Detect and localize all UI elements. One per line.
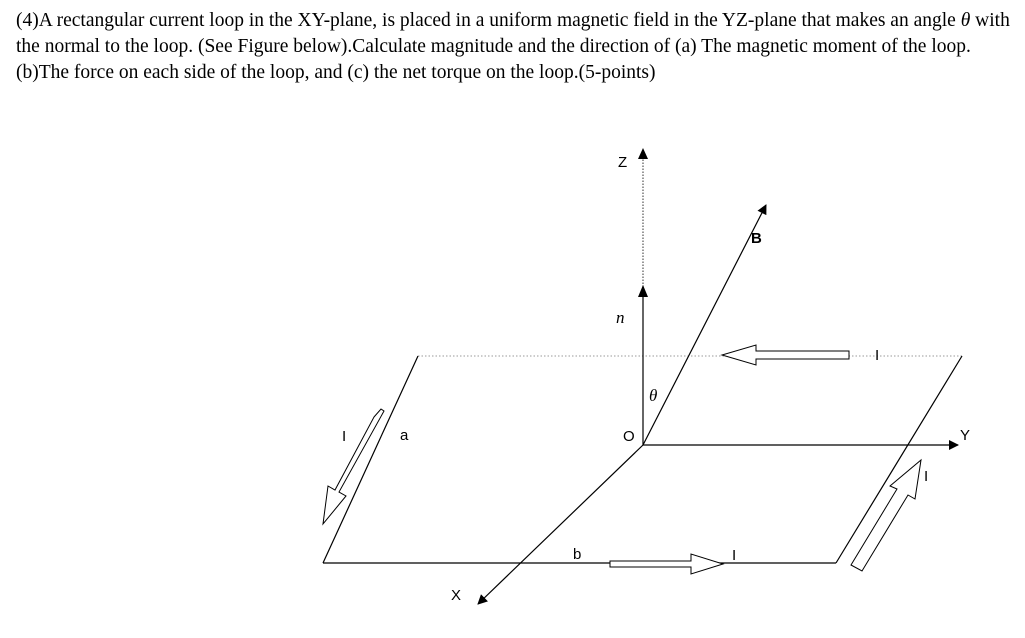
- y-axis-label: Y: [960, 427, 971, 444]
- side-b-label: b: [573, 546, 582, 563]
- x-axis-label: X: [451, 587, 462, 604]
- b-field-label: B: [751, 230, 762, 247]
- current-left-label: I: [342, 428, 347, 445]
- angle-label: θ: [649, 386, 658, 405]
- normal-label: n: [616, 308, 625, 327]
- current-arrow-bottom: [610, 554, 723, 574]
- loop-left-edge: [323, 356, 418, 563]
- question-part2: with the normal to the loop. (See Figure below).Calculate magnitude and the direction of (a) The magnetic moment of the loop.(b)The force on each side of the loop, and (c) the net torque on the loop.(5-points): [16, 10, 1010, 83]
- current-bottom-label: I: [732, 547, 737, 564]
- question-part1: (4)A rectangular current loop in the XY-plane, is placed in a uniform magnetic field in the YZ-plane that makes an angle: [16, 10, 961, 31]
- current-arrow-right: [851, 460, 921, 571]
- current-right-label: I: [924, 468, 929, 485]
- current-arrow-top: [722, 345, 849, 365]
- side-a-label: a: [400, 427, 409, 444]
- x-axis: [478, 445, 643, 604]
- b-field-vector: [643, 205, 766, 445]
- current-arrow-left: [323, 409, 384, 524]
- z-axis-arrowhead: [638, 148, 648, 159]
- current-top-label: I: [875, 347, 880, 364]
- normal-arrowhead: [638, 285, 648, 297]
- loop-right-edge: [836, 356, 962, 563]
- origin-label: O: [623, 428, 635, 445]
- theta-symbol: θ: [960, 10, 971, 31]
- z-axis-label: Z: [618, 154, 628, 171]
